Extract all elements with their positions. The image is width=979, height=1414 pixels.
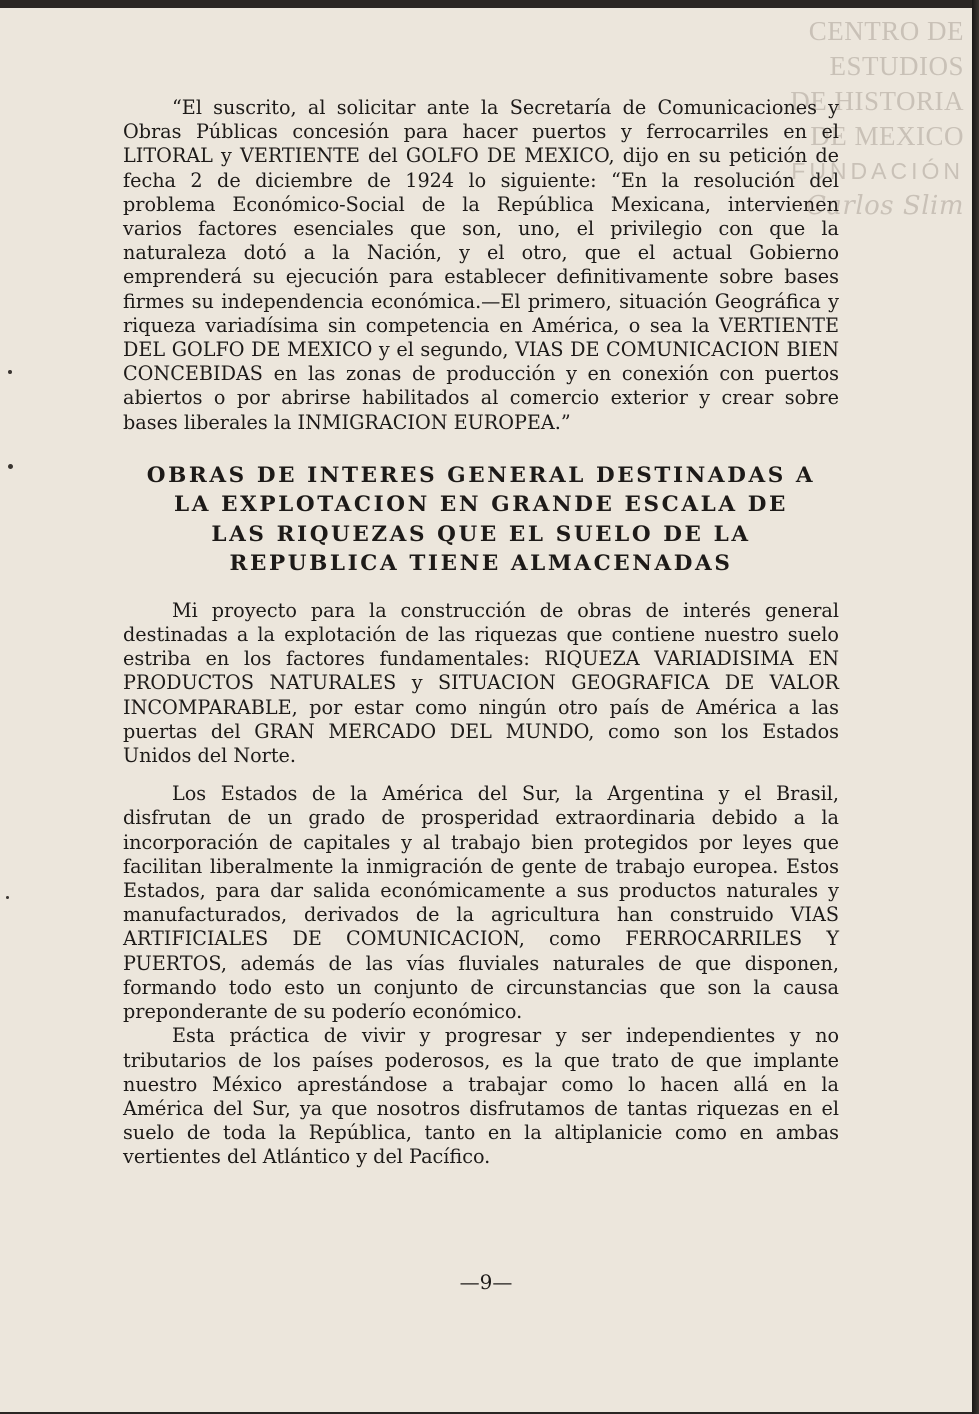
page-number: —9—: [459, 1270, 513, 1294]
document-page: [0, 8, 972, 1412]
watermark-line: FUNDACIÓN: [791, 158, 964, 184]
watermark-line: ESTUDIOS: [829, 51, 964, 81]
document-body: [123, 96, 839, 1170]
watermark-line: CENTRO DE: [808, 16, 964, 46]
watermark-line: DE HISTORIA: [790, 86, 964, 116]
quote-paragraph: “El suscrito, al solicitar ante la Secretaría de Comunicaciones y Obras Públicas concesión para hacer puertos y ferrocarriles en el LITORAL y VERTIENTE del GOLFO DE MEXICO, dijo en su petición de fecha 2 de diciembre de 1924 lo siguiente: “En la resolución del problema Económico-Social de la República Mexicana, intervienen varios factores esenciales que son, uno, el privilegio con que la naturaleza dotó a la Nación, y el otro, que el actual Gobierno emprenderá su ejecución para establecer definitivamente sobre bases firmes su independencia económica.—El primero, situación Geográfica y riqueza variadísima sin competencia en América, o sea la VERTIENTE DEL GOLFO DE MEXICO y el segundo, VIAS DE COMUNICACION BIEN CONCEBIDAS en las zonas de producción y en conexión con puertos abiertos o por abrirse habilitados al comercio exterior y crear sobre bases liberales la INMIGRACION EUROPEA.”: [123, 96, 839, 434]
section-heading: [123, 461, 839, 579]
watermark-line: DE MEXICO: [810, 121, 964, 151]
heading-line: LAS RIQUEZAS QUE EL SUELO DE LA: [211, 521, 751, 547]
body-paragraph: Mi proyecto para la construcción de obras de interés general destinadas a la explotación de las riquezas que contiene nuestro suelo estriba en los factores fundamentales: RIQUEZA VARIADISIMA EN PRODUCTOS NATURALES y SITUACION GEOGRAFICA DE VALOR INCOMPARABLE, por estar como ningún otro país de América a las puertas del GRAN MERCADO DEL MUNDO, como son los Estados Unidos del Norte.: [123, 598, 839, 768]
scan-edge: [972, 0, 979, 1414]
heading-line: OBRAS DE INTERES GENERAL DESTINADAS A: [146, 462, 816, 488]
watermark-signature: Carlos Slim: [806, 191, 964, 221]
heading-line: LA EXPLOTACION EN GRANDE ESCALA DE: [174, 492, 788, 518]
scan-speck: [8, 370, 12, 374]
scan-speck: [6, 896, 9, 899]
body-paragraph: Los Estados de la América del Sur, la Argentina y el Brasil, disfrutan de un grado de prosperidad extraordinaria debido a la incorporación de capitales y al trabajo bien protegidos por leyes que facilitan liberalmente la inmigración de gente de trabajo europea. Estos Estados, para dar salida económicamente a sus productos naturales y manufacturados, derivados de la agricultura han construido VIAS ARTIFICIALES DE COMUNICACION, como FERROCARRILES Y PUERTOS, además de las vías fluviales naturales de que disponen, formando todo esto un conjunto de circunstancias que son la causa preponderante de su poderío económico.: [123, 782, 839, 1024]
heading-line: REPUBLICA TIENE ALMACENADAS: [229, 551, 733, 577]
body-paragraph: Esta práctica de vivir y progresar y ser independientes y no tributarios de los países poderosos, es la que trato de que implante nuestro México aprestándose a trabajar como lo hacen allá en la América del Sur, ya que nosotros disfrutamos de tantas riquezas en el suelo de toda la República, tanto en la altiplanicie como en ambas vertientes del Atlántico y del Pacífico.: [123, 1024, 839, 1169]
scan-speck: [8, 464, 13, 469]
